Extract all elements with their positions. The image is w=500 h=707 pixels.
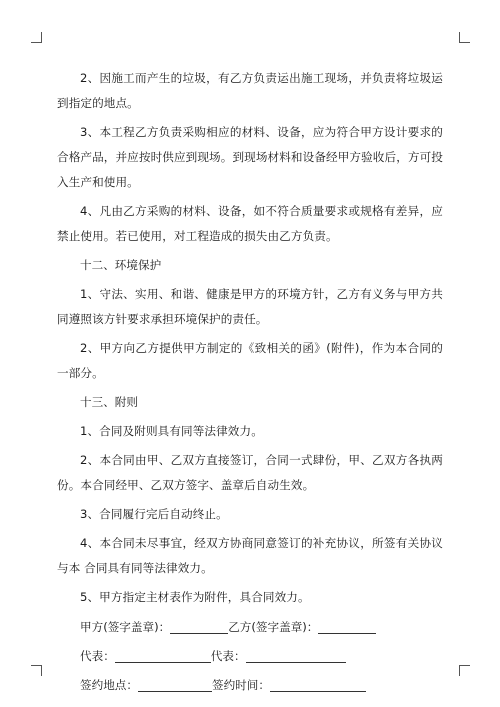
crop-mark-top-left <box>31 32 42 43</box>
party-a-signature-line <box>170 619 228 634</box>
time-line <box>270 677 366 692</box>
crop-mark-bottom-left <box>31 665 42 676</box>
crop-mark-top-right <box>459 32 470 43</box>
document-body <box>57 66 443 701</box>
place-line <box>138 677 212 692</box>
party-b-signature-line <box>318 619 376 634</box>
section-13-item-2: 2、本合同由甲、乙双方直接签订，合同一式肆份，甲、乙双方各执两份。本合同经甲、乙双方签字、盖章后自动生效。 <box>57 453 443 492</box>
section-13-heading: 十三、附则 <box>80 395 138 409</box>
place-label: 签约地点： <box>80 678 138 692</box>
section-13-item-5: 5、甲方指定主材表作为附件，具合同效力。 <box>80 590 310 604</box>
signature-row-place-time <box>80 672 443 698</box>
section-12-item-1: 1、守法、实用、和谐、健康是甲方的环境方针，乙方有义务与甲方共同遵照该方针要求承担环境保护的责任。 <box>57 287 443 326</box>
paragraph-quality: 4、凡由乙方采购的材料、设备，如不符合质量要求或规格有差异，应禁止使用。若已使用，对工程造成的损失由乙方负责。 <box>57 204 443 243</box>
signature-row-parties <box>80 614 443 640</box>
rep-b-label: 代表： <box>210 649 246 663</box>
party-b-label: 乙方(签字盖章)： <box>228 620 319 634</box>
section-12-item-2: 2、甲方向乙方提供甲方制定的《致相关的函》(附件)，作为本合同的一部分。 <box>57 341 443 380</box>
rep-b-signature-line <box>246 648 346 663</box>
party-a-label: 甲方(签字盖章)： <box>80 620 171 634</box>
signature-row-representatives <box>80 643 443 669</box>
section-13-item-4: 4、本合同未尽事宜，经双方协商同意签订的补充协议，所签有关协议与本 合同具有同等法律效力。 <box>57 536 443 575</box>
crop-mark-bottom-right <box>459 665 470 676</box>
signature-block <box>57 614 443 698</box>
rep-a-signature-line <box>115 648 211 663</box>
section-13-item-3: 3、合同履行完后自动终止。 <box>80 507 228 521</box>
section-12-heading: 十二、环境保护 <box>80 258 162 272</box>
section-13-item-1: 1、合同及附则具有同等法律效力。 <box>80 424 263 438</box>
time-label: 签约时间： <box>211 678 270 692</box>
paragraph-materials: 3、本工程乙方负责采购相应的材料、设备，应为符合甲方设计要求的合格产品，并应按时供应到现场。到现场材料和设备经甲方验收后，方可投入生产和使用。 <box>57 125 443 189</box>
rep-a-label: 代表： <box>80 649 115 663</box>
paragraph-garbage: 2、因施工而产生的垃圾，有乙方负责运出施工现场，并负责将垃圾运到指定的地点。 <box>57 71 443 110</box>
